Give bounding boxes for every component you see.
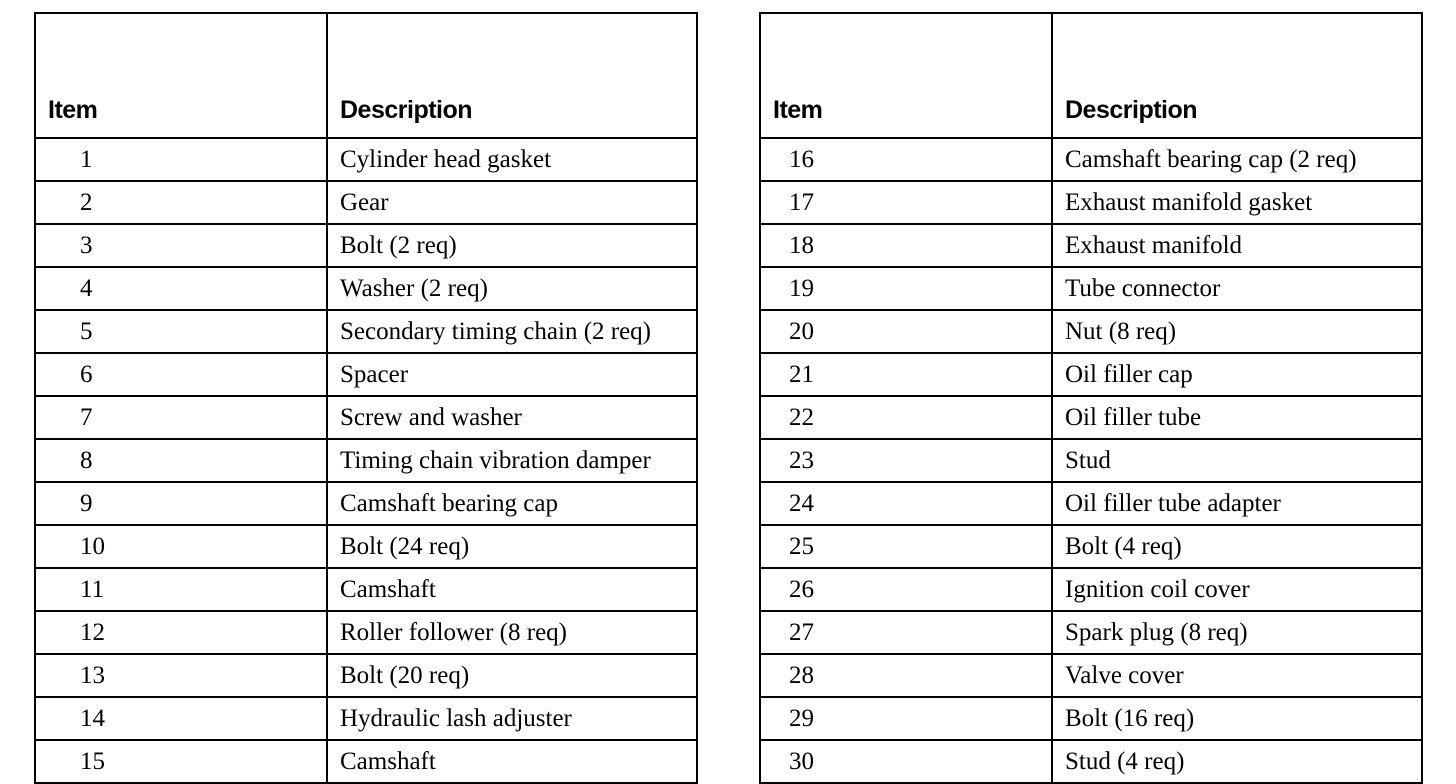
table-row xyxy=(760,181,1422,224)
item-description: Stud (4 req) xyxy=(1052,740,1422,783)
item-number: 18 xyxy=(760,224,1052,267)
item-description: Bolt (4 req) xyxy=(1052,525,1422,568)
table-row xyxy=(35,439,697,482)
item-description: Bolt (24 req) xyxy=(327,525,697,568)
item-description: Roller follower (8 req) xyxy=(327,611,697,654)
item-description: Camshaft bearing cap xyxy=(327,482,697,525)
item-description: Screw and washer xyxy=(327,396,697,439)
item-number: 30 xyxy=(760,740,1052,783)
header-row xyxy=(35,13,697,138)
item-number: 19 xyxy=(760,267,1052,310)
item-number: 21 xyxy=(760,353,1052,396)
item-description: Oil filler cap xyxy=(1052,353,1422,396)
item-description: Secondary timing chain (2 req) xyxy=(327,310,697,353)
item-number: 7 xyxy=(35,396,327,439)
table-row xyxy=(35,740,697,783)
table-row xyxy=(760,138,1422,181)
item-number: 23 xyxy=(760,439,1052,482)
table-row xyxy=(760,310,1422,353)
table-row xyxy=(760,224,1422,267)
item-number: 6 xyxy=(35,353,327,396)
item-number: 12 xyxy=(35,611,327,654)
item-description: Valve cover xyxy=(1052,654,1422,697)
table-row xyxy=(35,611,697,654)
item-description: Stud xyxy=(1052,439,1422,482)
item-number: 8 xyxy=(35,439,327,482)
item-description: Bolt (2 req) xyxy=(327,224,697,267)
header-item: Item xyxy=(760,13,1052,138)
table-row xyxy=(760,396,1422,439)
item-description: Exhaust manifold xyxy=(1052,224,1422,267)
item-description: Cylinder head gasket xyxy=(327,138,697,181)
table-row xyxy=(760,697,1422,740)
item-number: 16 xyxy=(760,138,1052,181)
item-number: 3 xyxy=(35,224,327,267)
item-description: Bolt (16 req) xyxy=(1052,697,1422,740)
item-description: Bolt (20 req) xyxy=(327,654,697,697)
table-row xyxy=(35,181,697,224)
table-row xyxy=(35,353,697,396)
table-row xyxy=(35,138,697,181)
item-number: 9 xyxy=(35,482,327,525)
table-row xyxy=(760,611,1422,654)
table-row xyxy=(35,568,697,611)
table-row xyxy=(760,568,1422,611)
header-description: Description xyxy=(1052,13,1422,138)
table-row xyxy=(760,439,1422,482)
table-row xyxy=(35,697,697,740)
item-description: Oil filler tube adapter xyxy=(1052,482,1422,525)
item-description: Gear xyxy=(327,181,697,224)
item-number: 1 xyxy=(35,138,327,181)
table-row xyxy=(760,740,1422,783)
table-row xyxy=(760,267,1422,310)
item-description: Oil filler tube xyxy=(1052,396,1422,439)
table-row xyxy=(760,482,1422,525)
header-description: Description xyxy=(327,13,697,138)
item-number: 10 xyxy=(35,525,327,568)
table-row xyxy=(35,654,697,697)
item-description: Camshaft xyxy=(327,740,697,783)
table-row xyxy=(35,396,697,439)
item-number: 15 xyxy=(35,740,327,783)
item-description: Spacer xyxy=(327,353,697,396)
item-description: Washer (2 req) xyxy=(327,267,697,310)
item-number: 5 xyxy=(35,310,327,353)
item-number: 14 xyxy=(35,697,327,740)
item-number: 27 xyxy=(760,611,1052,654)
table-row xyxy=(35,482,697,525)
item-number: 2 xyxy=(35,181,327,224)
item-description: Hydraulic lash adjuster xyxy=(327,697,697,740)
header-row xyxy=(760,13,1422,138)
item-description: Spark plug (8 req) xyxy=(1052,611,1422,654)
item-description: Timing chain vibration damper xyxy=(327,439,697,482)
parts-table-right xyxy=(759,12,1423,784)
table-row xyxy=(35,224,697,267)
item-description: Camshaft bearing cap (2 req) xyxy=(1052,138,1422,181)
item-number: 4 xyxy=(35,267,327,310)
item-description: Tube connector xyxy=(1052,267,1422,310)
parts-table-left xyxy=(34,12,698,784)
table-row xyxy=(35,525,697,568)
item-number: 28 xyxy=(760,654,1052,697)
item-description: Camshaft xyxy=(327,568,697,611)
item-number: 22 xyxy=(760,396,1052,439)
item-description: Exhaust manifold gasket xyxy=(1052,181,1422,224)
table-row xyxy=(760,353,1422,396)
item-number: 25 xyxy=(760,525,1052,568)
item-number: 17 xyxy=(760,181,1052,224)
table-row xyxy=(35,310,697,353)
table-row xyxy=(760,525,1422,568)
item-number: 29 xyxy=(760,697,1052,740)
item-description: Nut (8 req) xyxy=(1052,310,1422,353)
item-number: 13 xyxy=(35,654,327,697)
item-description: Ignition coil cover xyxy=(1052,568,1422,611)
item-number: 24 xyxy=(760,482,1052,525)
item-number: 20 xyxy=(760,310,1052,353)
table-row xyxy=(760,654,1422,697)
table-row xyxy=(35,267,697,310)
item-number: 11 xyxy=(35,568,327,611)
header-item: Item xyxy=(35,13,327,138)
item-number: 26 xyxy=(760,568,1052,611)
